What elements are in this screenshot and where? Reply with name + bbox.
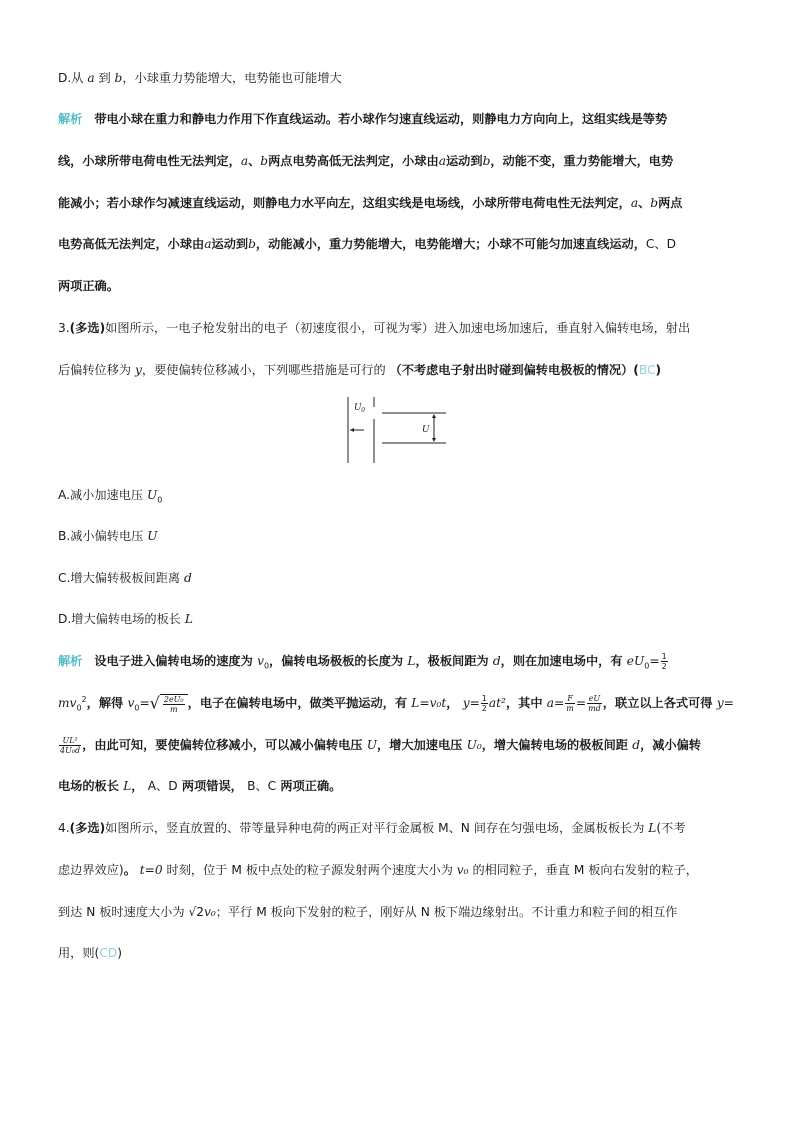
analysis-1-line-1: 解析 带电小球在重力和静电力作用下作直线运动。若小球作匀速直线运动，则静电力方向向上，这组实线是等势 <box>58 112 668 126</box>
analysis-2-line-1: 解析 设电子进入偏转电场的速度为 $v_0$，偏转电场极板的长度为 L，极板间距为 d，则在加速电场中，有 $eU_0=$ $\frac{1}{2}$ <box>58 652 667 671</box>
sqrt-icon: √ <box>149 693 160 713</box>
option-c[interactable]: C.增大偏转极板间距离 d <box>58 571 192 585</box>
answer-text: BC <box>638 363 656 377</box>
fraction-eu-over-md: $\frac{eU}{md}$ <box>588 694 601 713</box>
analysis-1-line-4: 电势高低无法判定，小球由a运动到b，动能减小，重力势能增大，电势能增大；小球不可能匀加速直线运动，C、D <box>58 237 676 251</box>
question-3-line-1: 3.(多选)如图所示，一电子枪发射出的电子（初速度很小，可视为零）进入加速电场加速后，垂直射入偏转电场，射出 <box>58 321 691 335</box>
question-number: 3. <box>58 321 70 335</box>
electron-gun-deflection-diagram <box>344 395 450 465</box>
fraction-f-over-m: $\frac{F}{m}$ <box>566 694 574 713</box>
fraction-half: $\frac{1}{2}$ <box>481 694 487 713</box>
analysis-label: 解析 <box>58 654 83 668</box>
question-4-line-2: 虑边界效应)。 t=0 时刻，位于 M 板中点处的粒子源发射两个速度大小为 v₀ 的相同粒子，垂直 M 板向右发射的粒子， <box>58 863 698 877</box>
label-u0: $U_0$ <box>354 402 365 414</box>
question-4-line-4: 用，则(CD) <box>58 946 122 960</box>
question-4-line-1: 4.(多选)如图所示，竖直放置的、带等量异种电荷的两正对平行金属板 M、N 间存在匀强电场，金属板板长为 L(不考 <box>58 821 686 835</box>
analysis-1-line-2: 线，小球所带电荷电性无法判定，a、b两点电势高低无法判定，小球由a运动到b，动能不变，重力势能增大，电势 <box>58 154 674 168</box>
analysis-1-line-5: 两项正确。 <box>58 279 119 293</box>
analysis-1-line-3: 能减小；若小球作匀减速直线运动，则静电力水平向左，这组实线是电场线，小球所带电荷电性无法判定，a、b两点 <box>58 196 683 210</box>
multi-select-tag: (多选) <box>69 321 106 335</box>
fraction-half: $\frac{1}{2}$ <box>661 652 667 671</box>
option-b[interactable]: B.减小偏转电压 U <box>58 529 158 543</box>
multi-select-tag: (多选) <box>69 821 106 835</box>
option-d[interactable]: D.增大偏转电场的板长 L <box>58 612 193 626</box>
question-number: 4. <box>58 821 70 835</box>
analysis-label: 解析 <box>58 112 83 126</box>
answer-text: CD <box>99 946 118 960</box>
question-4-line-3: 到达 N 板时速度大小为 √2v₀；平行 M 板向下发射的粒子，刚好从 N 板下端边缘射出。不计重力和粒子间的相互作 <box>58 905 678 919</box>
fraction-result: $\frac{\text{UL²}}{\text{4U₀d}}$ <box>60 736 81 755</box>
analysis-2-line-3: $\frac{\text{UL²}}{\text{4U₀d}}$ ，由此可知，要使偏转位移减小，可以减小偏转电压 U，增大加速电压 U₀，增大偏转电场的极板间距 d，减小偏转 <box>60 736 701 755</box>
arrow-up-icon <box>432 414 436 418</box>
option-a[interactable]: A.减小加速电压 $U_0$ <box>58 488 163 505</box>
sqrt-expression: $\frac{\text{2eU₀}}{m}$ <box>160 694 188 714</box>
label-u: U <box>422 424 430 435</box>
analysis-2-line-2: $mv_0^2$，解得 $v_0=√$ $\frac{\text{2eU₀}}{m}$ ，电子在偏转电场中，做类平抛运动，有 L=v₀t， y= $\frac{1}{2}$ at²，其中 a= $\frac{F}{m}$ = $\frac{eU}{md}$ ，联立以上各式可得 y= <box>58 693 734 714</box>
arrow-head-icon <box>350 428 354 432</box>
analysis-2-line-4: 电场的板长 L， A、D 两项错误， B、C 两项正确。 <box>58 779 342 793</box>
option-d-previous: D.从 a 到 b，小球重力势能增大，电势能也可能增大 <box>58 71 342 85</box>
arrow-down-icon <box>432 438 436 442</box>
question-3-line-2: 后偏转位移为 y，要使偏转位移减小，下列哪些措施是可行的 （不考虑电子射出时碰到偏转电极板的情况）(BC) <box>58 363 662 377</box>
